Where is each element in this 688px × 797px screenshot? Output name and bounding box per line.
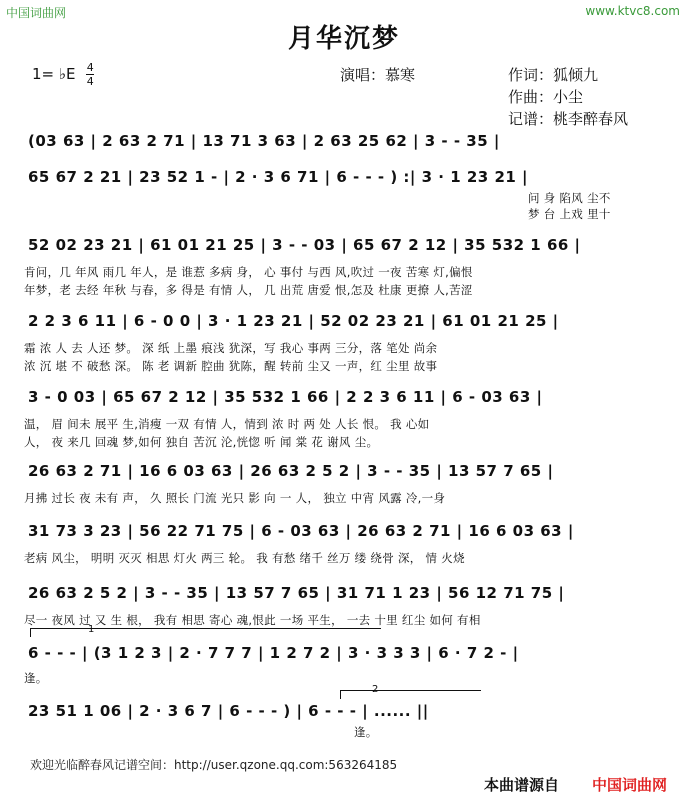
score-line-6: 26 63 2 71 | 16 6 03 63 | 26 63 2 5 2 | 3 - - 35 | 13 57 7 65 | — [28, 462, 554, 480]
score-line-2: 65 67 2 21 | 23 52 1 - | 2 · 3 6 71 | 6 - - - ) :| 3 · 1 23 21 | — [28, 168, 529, 186]
lyric-line-3b: 年梦，老 去经 年秋 与春，多 得是 有情 人， 几 出荒 唐爱 恨,怎及 杜康 更撩 人,苦涩 — [24, 283, 473, 297]
score-line-9: 6 - - - | (3 1 2 3 | 2 · 7 7 7 | 1 2 7 2 | 3 · 3 3 3 | 6 · 7 2 - | — [28, 644, 519, 662]
lyric-line-5a: 温， 眉 间未 展平 生,消瘦 一双 有情 人，情到 浓 时 两 处 人长 恨。 我 心如 — [24, 417, 430, 431]
score-line-4: 2 2 3 6 11 | 6 - 0 0 | 3 · 1 23 21 | 52 02 23 21 | 61 01 21 25 | — [28, 312, 559, 330]
composer-credit: 作曲：小尘 — [508, 88, 584, 106]
key-signature — [32, 62, 94, 87]
second-ending-number: 2 — [372, 684, 379, 695]
watermark-top-left: 中国词曲网 — [6, 6, 67, 20]
score-line-8: 26 63 2 5 2 | 3 - - 35 | 13 57 7 65 | 31 71 1 23 | 56 12 71 75 | — [28, 584, 565, 602]
score-line-1: (03 63 | 2 63 2 71 | 13 71 3 63 | 2 63 25 62 | 3 - - 35 | — [28, 132, 500, 150]
footer-credit: 欢迎光临醉春风记谱空间：http://user.qzone.qq.com:563264185 — [30, 758, 398, 772]
lyricist-credit: 作词：狐倾九 — [508, 66, 599, 84]
lyric-line-6a: 月拂 过长 夜 未有 声， 久 照长 门流 光只 影 向 一 人， 独立 中宵 风露 冷,一身 — [24, 491, 446, 505]
lyric-line-4a: 霜 浓 人 去 人还 梦。 深 纸 上墨 痕浅 犹深，写 我心 事两 三分，落 笔处 尚余 — [24, 341, 438, 355]
second-ending-bracket — [340, 690, 481, 699]
lyric-line-2b: 梦 台 上戏 里十 — [528, 207, 611, 221]
lyric-line-2a: 问 身 陷风 尘不 — [528, 191, 611, 205]
first-ending-number: 1 — [88, 624, 95, 635]
lyric-line-3a: 肯问，几 年风 雨几 年人，是 谁惹 多病 身， 心 事付 与西 风,吹过 一夜 苦寒 灯,偏恨 — [24, 265, 473, 279]
lyric-line-5b: 人， 夜 来几 回魂 梦,如何 独自 苦沉 沦,恍惚 听 闻 棠 花 谢风 尘。 — [24, 435, 379, 449]
lyric-line-8a: 尽一 夜风 过 又 生 根， 我有 相思 寄心 魂,恨此 一场 平生， 一去 十里 红尘 如何 有相 — [24, 613, 481, 627]
time-signature — [86, 62, 94, 87]
score-line-5: 3 - 0 03 | 65 67 2 12 | 35 532 1 66 | 2 2 3 6 11 | 6 - 03 63 | — [28, 388, 543, 406]
time-signature-bottom: 4 — [86, 75, 94, 88]
footer-source-site: 中国词曲网 — [592, 776, 668, 794]
lyric-line-9a: 逢。 — [24, 671, 48, 685]
time-signature-top: 4 — [86, 61, 94, 74]
key-label: 1= ♭E — [32, 65, 76, 83]
lyric-line-4b: 浓 沉 堪 不 破愁 深。 陈 老 调新 腔曲 犹陈，醒 转前 尘又 一声，红 尘里 故事 — [24, 359, 438, 373]
transcriber-credit: 记谱：桃李醉春风 — [508, 110, 629, 128]
footer-source-label: 本曲谱源自 — [484, 776, 560, 794]
song-title: 月华沉梦 — [287, 24, 400, 54]
watermark-top-right: www.ktvc8.com — [585, 4, 680, 18]
score-line-3: 52 02 23 21 | 61 01 21 25 | 3 - - 03 | 65 67 2 12 | 35 532 1 66 | — [28, 236, 581, 254]
first-ending-bracket — [30, 628, 381, 637]
singer-credit: 演唱：慕寒 — [340, 66, 416, 84]
lyric-line-7a: 老病 风尘， 明明 灭灭 相思 灯火 两三 轮。 我 有愁 绪千 丝万 缕 绕骨 深， 情 火烧 — [24, 551, 465, 565]
score-line-10: 23 51 1 06 | 2 · 3 6 7 | 6 - - - ) | 6 - - - | ...... || — [28, 702, 429, 720]
lyric-line-10a: 逢。 — [354, 725, 378, 739]
score-line-7: 31 73 3 23 | 56 22 71 75 | 6 - 03 63 | 26 63 2 71 | 16 6 03 63 | — [28, 522, 574, 540]
